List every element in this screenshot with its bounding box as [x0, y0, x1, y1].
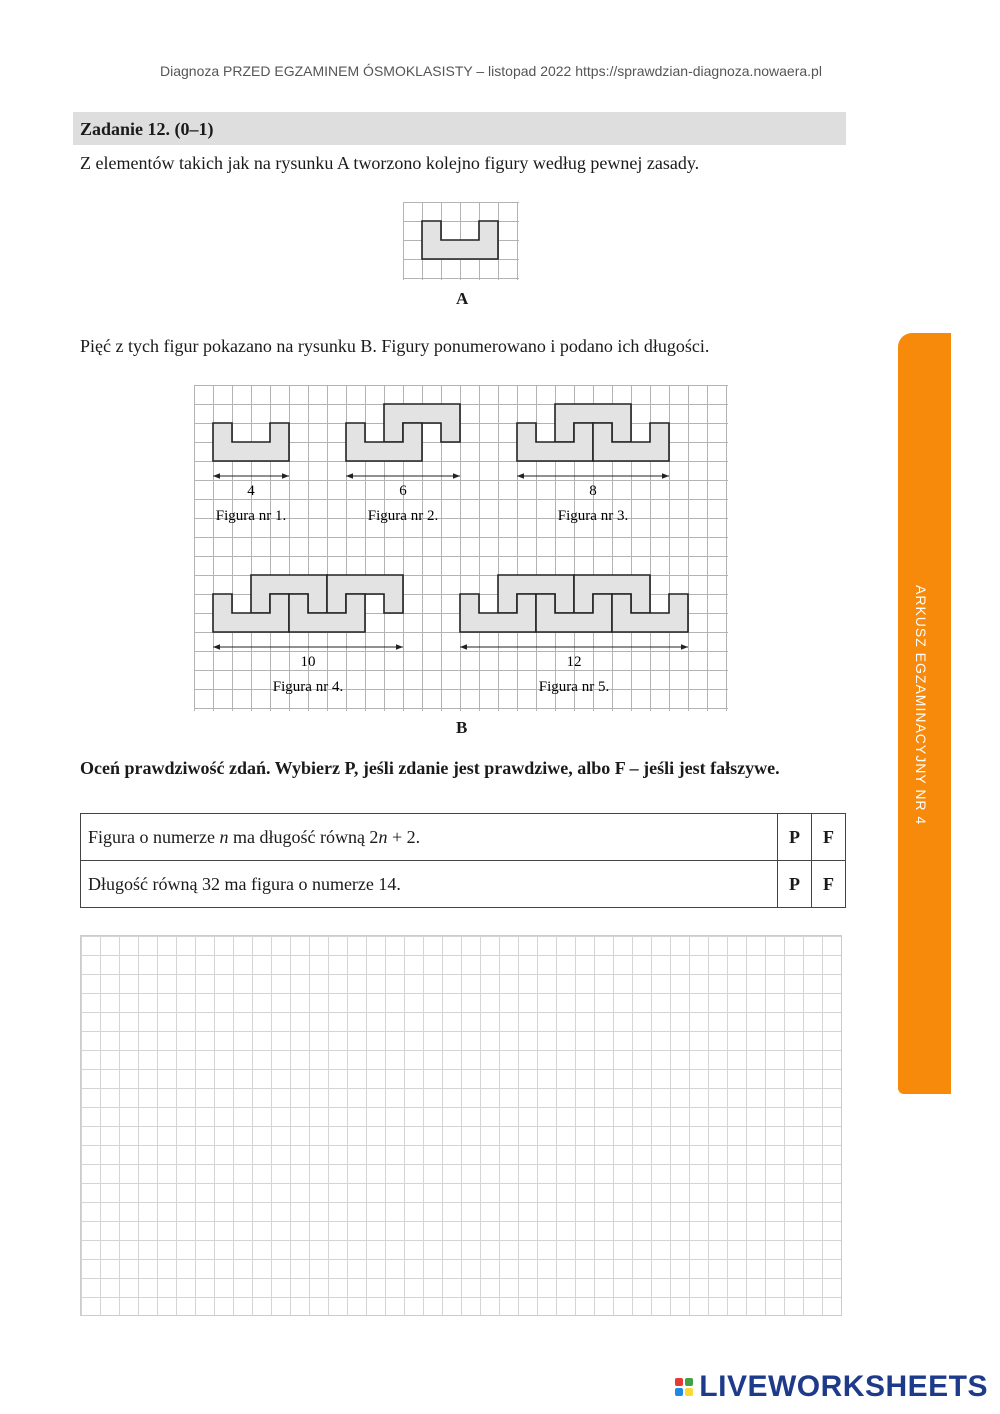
scratch-grid: [80, 935, 842, 1316]
liveworksheets-brand: [675, 1370, 988, 1404]
statement-2-true-option[interactable]: P: [778, 861, 812, 908]
statement-row-2: [81, 861, 846, 908]
figure-b-caption: B: [456, 718, 468, 737]
task-intro-2: Pięć z tych figur pokazano na rysunku B. Figury ponumerowano i podano ich długości.: [80, 336, 710, 356]
figure-a-caption: A: [456, 289, 469, 308]
statement-row-1: [81, 814, 846, 861]
figure-3-length: 8: [589, 483, 597, 499]
statement-1-true-option[interactable]: P: [778, 814, 812, 861]
task-title: Zadanie 12. (0–1): [80, 119, 214, 139]
true-false-table: [80, 813, 846, 908]
figure-b: [194, 385, 728, 711]
figure-2-shape: [346, 404, 460, 461]
statement-2-text: Długość równą 32 ma figura o numerze 14.: [81, 861, 778, 908]
figure-4-label: Figura nr 4.: [272, 679, 344, 695]
figure-4-length: 10: [300, 654, 316, 670]
figure-4-shape: [213, 575, 403, 632]
figure-1-length: 4: [247, 483, 255, 499]
task-title-bar: [73, 112, 846, 145]
figure-a: [403, 202, 519, 280]
task-intro: Z elementów takich jak na rysunku A tworzono kolejno figury według pewnej zasady.: [80, 153, 700, 173]
page-header: Diagnoza PRZED EGZAMINEM ÓSMOKLASISTY – listopad 2022 https://sprawdzian-diagnoza.nowaera.pl: [160, 63, 822, 79]
figure-5-shape: [460, 575, 688, 632]
figure-5-label: Figura nr 5.: [538, 679, 610, 695]
statement-1-text: Figura o numerze n ma długość równą 2n + 2.: [81, 814, 778, 861]
figure-2-length: 6: [399, 483, 407, 499]
figure-3-label: Figura nr 3.: [557, 508, 629, 524]
figure-5-length: 12: [566, 654, 582, 670]
figure-1-label: Figura nr 1.: [215, 508, 287, 524]
statement-1-false-option[interactable]: F: [812, 814, 846, 861]
task-instruction: Oceń prawdziwość zdań. Wybierz P, jeśli zdanie jest prawdziwe, albo F – jeśli jest fałszywe.: [80, 758, 780, 778]
liveworksheets-logo-icon: [675, 1378, 693, 1396]
figure-3-shape: [517, 404, 669, 461]
brand-name: LIVEWORKSHEETS: [699, 1370, 988, 1403]
statement-2-false-option[interactable]: F: [812, 861, 846, 908]
side-tab-label: ARKUSZ EGZAMINACYJNY NR 4: [913, 585, 929, 826]
figure-2-label: Figura nr 2.: [367, 508, 439, 524]
